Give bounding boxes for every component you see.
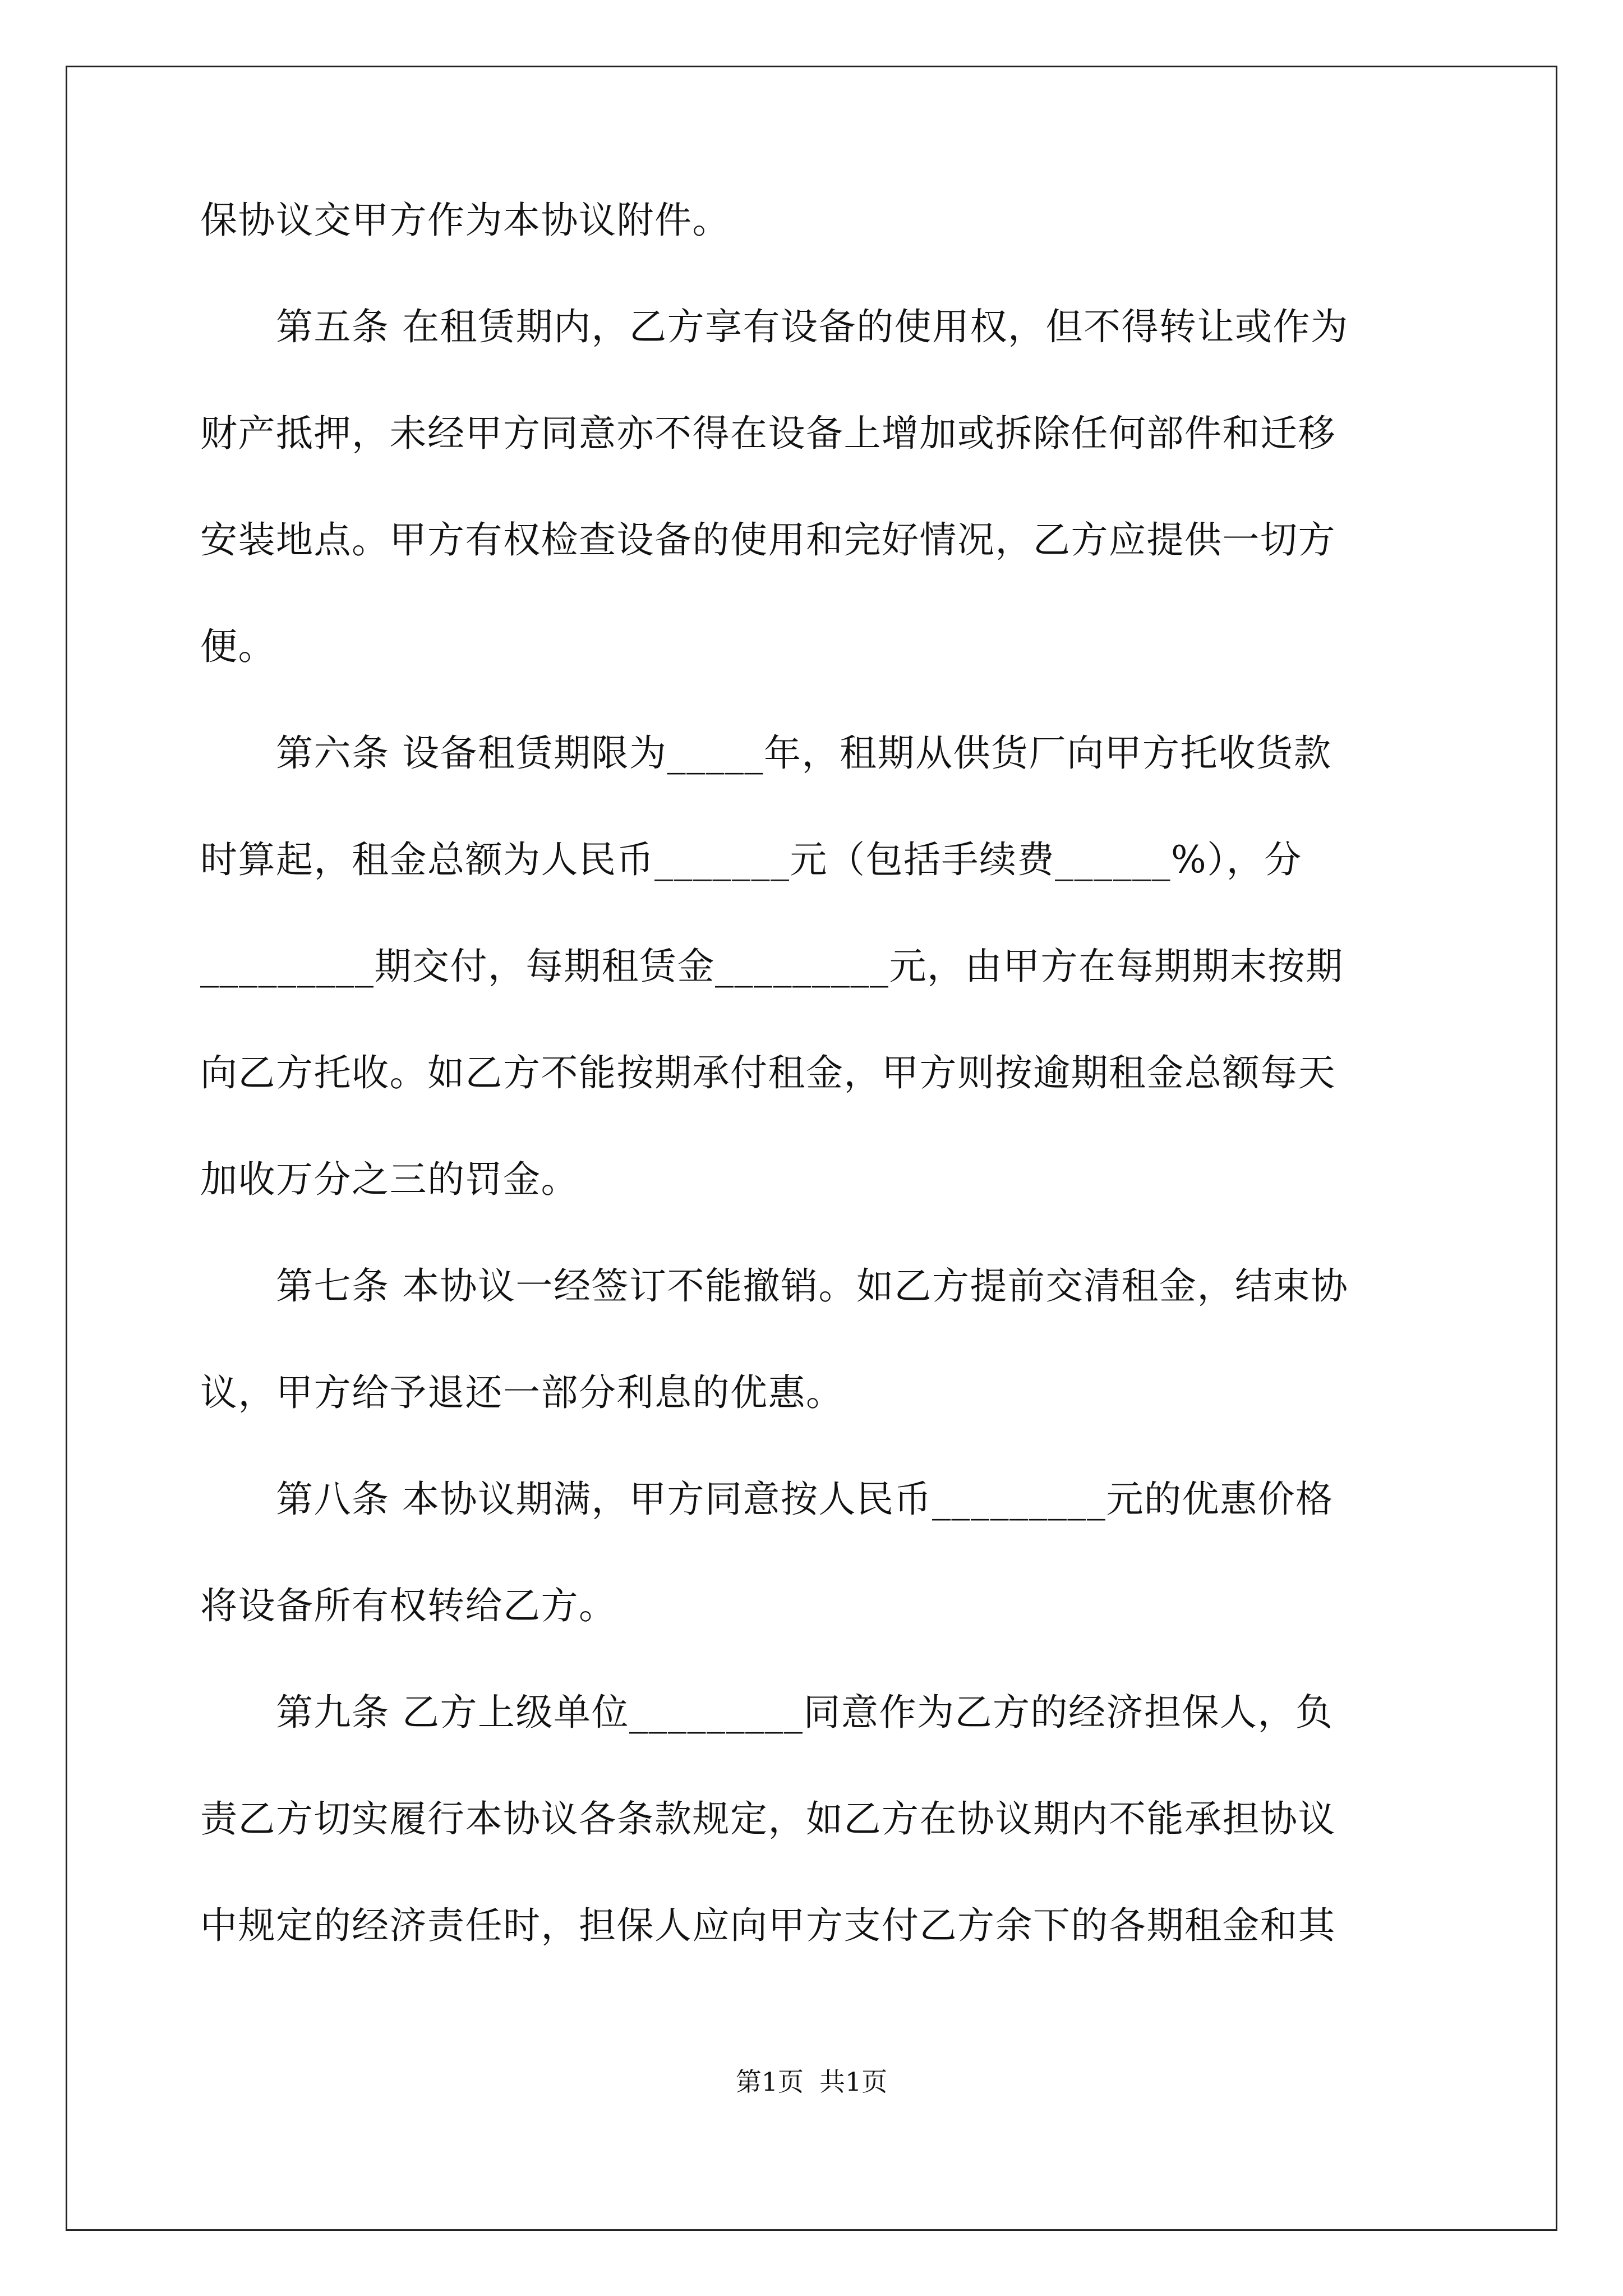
text-line: 议，甲方给予退还一部分利息的优惠。 [200, 1371, 844, 1414]
text-line: 安装地点。甲方有权检查设备的使用和完好情况，乙方应提供一切方 [200, 518, 1336, 562]
text-line: 便。 [200, 625, 276, 668]
text-line: 财产抵押，未经甲方同意亦不得在设备上增加或拆除任何部件和迁移 [200, 412, 1336, 455]
text-line: 保协议交甲方作为本协议附件。 [200, 199, 730, 242]
document-body [200, 199, 1434, 1961]
text-line: 责乙方切实履行本协议各条款规定，如乙方在协议期内不能承担协议 [200, 1797, 1336, 1841]
page-total: 共1页 [819, 2067, 888, 2097]
text-line: 第九条 乙方上级单位_________同意作为乙方的经济担保人，负 [200, 1691, 1334, 1734]
text-line: 第六条 设备租赁期限为_____年，租期从供货厂向甲方托收货款 [200, 731, 1332, 775]
text-line: 将设备所有权转给乙方。 [200, 1584, 617, 1627]
text-line: 时算起，租金总额为人民币_______元（包括手续费______%），分 [200, 838, 1302, 881]
page-footer [0, 2069, 1623, 2095]
text-line: 第八条 本协议期满，甲方同意按人民币_________元的优惠价格 [200, 1478, 1334, 1521]
text-line: 第七条 本协议一经签订不能撤销。如乙方提前交清租金，结束协 [200, 1264, 1349, 1308]
page-number: 第1页 [735, 2067, 804, 2097]
text-line: 加收万分之三的罚金。 [200, 1158, 579, 1201]
text-line: 向乙方托收。如乙方不能按期承付租金，甲方则按逾期租金总额每天 [200, 1051, 1336, 1094]
text-line: _________期交付，每期租赁金_________元，由甲方在每期期末按期 [200, 945, 1344, 988]
text-line: 第五条 在租赁期内，乙方享有设备的使用权，但不得转让或作为 [200, 305, 1349, 348]
text-line: 中规定的经济责任时，担保人应向甲方支付乙方余下的各期租金和其 [200, 1904, 1336, 1947]
